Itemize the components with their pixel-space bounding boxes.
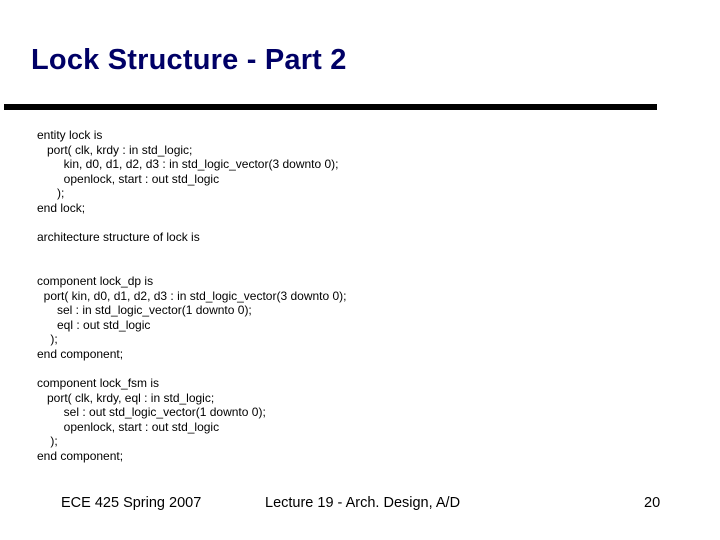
code-line: architecture structure of lock is — [37, 230, 200, 245]
code-line: component lock_fsm is — [37, 376, 160, 391]
code-line: ); — [37, 434, 58, 449]
code-line — [37, 259, 347, 274]
footer-lecture: Lecture 19 - Arch. Design, A/D — [265, 495, 461, 511]
code-line: sel : in std_logic_vector(1 downto 0); — [37, 303, 252, 318]
vhdl-code-block — [37, 128, 347, 464]
code-line: entity lock is — [37, 128, 103, 142]
code-line: component lock_dp is — [37, 273, 154, 288]
slide-title: Lock Structure - Part 2 — [31, 44, 347, 76]
code-line: port( clk, krdy, eql : in std_logic; — [37, 390, 215, 405]
footer-course: ECE 425 Spring 2007 — [61, 495, 202, 511]
code-line: openlock, start : out std_logic — [37, 419, 220, 434]
code-line: end lock; — [37, 200, 86, 215]
code-line — [37, 216, 347, 231]
code-line: end component; — [37, 449, 124, 464]
code-line: kin, d0, d1, d2, d3 : in std_logic_vector(3 downto 0); — [37, 157, 339, 172]
code-line — [37, 362, 347, 377]
code-line: eql : out std_logic — [37, 317, 151, 332]
title-divider — [4, 104, 657, 110]
code-line — [37, 245, 347, 260]
code-line: ); — [37, 186, 65, 201]
code-line: sel : out std_logic_vector(1 downto 0); — [37, 405, 266, 420]
code-line: port( clk, krdy : in std_logic; — [37, 142, 193, 157]
code-line: ); — [37, 332, 58, 347]
code-line: port( kin, d0, d1, d2, d3 : in std_logic_vector(3 downto 0); — [37, 288, 347, 303]
code-line: openlock, start : out std_logic — [37, 171, 220, 186]
footer-page-number: 20 — [644, 495, 661, 511]
code-line: end component; — [37, 346, 124, 361]
